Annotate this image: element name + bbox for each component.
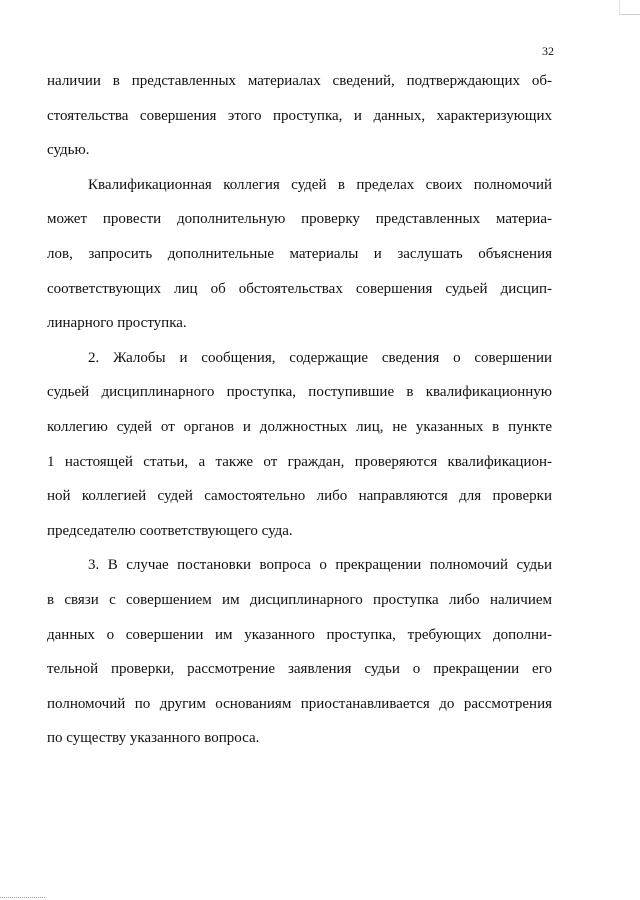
text-line: в связи с совершением им дисциплинарного проступка либо наличием xyxy=(47,591,552,608)
text-line: стоятельства совершения этого проступка, и данных, характеризующих xyxy=(47,107,552,124)
text-line: наличии в представленных материалах сведений, подтверждающих об- xyxy=(47,73,552,89)
text-line: судьей дисциплинарного проступка, поступившие в квалификационную xyxy=(47,384,552,401)
text-line: председателю соответствующего суда. xyxy=(47,522,293,539)
text-line: полномочий по другим основаниям приостанавливается до рассмотрения xyxy=(47,695,552,712)
text-line: может провести дополнительную проверку представленных материа- xyxy=(47,211,552,228)
text-line: соответствующих лиц об обстоятельствах совершения судьей дисцип- xyxy=(47,280,552,297)
text-line: данных о совершении им указанного проступка, требующих дополни- xyxy=(47,626,552,643)
document-body xyxy=(47,64,552,756)
text-line: тельной проверки, рассмотрение заявления судьи о прекращении его xyxy=(47,661,552,678)
text-line: 2. Жалобы и сообщения, содержащие сведения о совершении xyxy=(88,349,552,366)
text-line: 1 настоящей статьи, а также от граждан, проверяются квалификацион- xyxy=(47,453,552,470)
text-line: лов, запросить дополнительные материалы и заслушать объяснения xyxy=(47,245,552,262)
scan-edge-mark xyxy=(619,0,640,15)
page-number: 32 xyxy=(542,44,554,58)
text-line: по существу указанного вопроса. xyxy=(47,730,260,747)
text-line: 3. В случае постановки вопроса о прекращении полномочий судьи xyxy=(88,557,552,574)
text-line: линарного проступка. xyxy=(47,315,187,332)
text-line: Квалификационная коллегия судей в пределах своих полномочий xyxy=(88,176,552,193)
text-line: ной коллегией судей самостоятельно либо направляются для проверки xyxy=(47,488,552,505)
text-line: коллегию судей от органов и должностных лиц, не указанных в пункте xyxy=(47,418,552,435)
text-line: судью. xyxy=(47,142,90,159)
